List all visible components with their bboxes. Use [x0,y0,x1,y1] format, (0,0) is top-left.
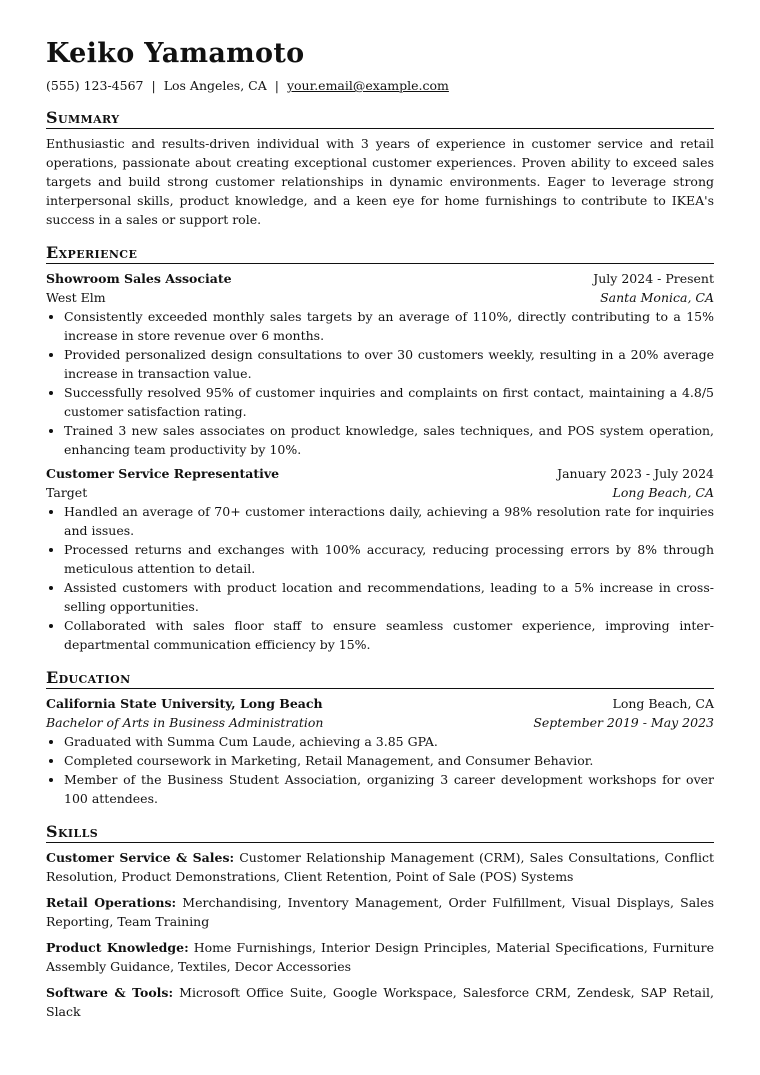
skills-section [46,822,714,1021]
section-title: Experience [46,243,714,264]
location: Los Angeles, CA [163,78,267,93]
bullet-item: • Assisted customers with product location and recommendations, leading to a 5% increase in cross-selling opportunities. [64,578,714,616]
contact-line [46,78,714,94]
job-role: Showroom Sales Associate [46,271,232,286]
job-entry [46,269,714,459]
bullet-item: • Provided personalized design consultations to over 30 customers weekly, resulting in a 20% average increase in transaction value. [64,345,714,383]
skill-label: Customer Service & Sales: [46,850,235,865]
education-section [46,668,714,808]
bullet-item: • Member of the Business Student Association, organizing 3 career development workshops for over 100 attendees. [64,770,714,808]
resume-page [46,38,714,1028]
skill-group [46,938,714,976]
section-title: Skills [46,822,714,843]
job-bullets [46,307,714,459]
school-name: California State University, Long Beach [46,696,323,711]
degree: Bachelor of Arts in Business Administration [46,715,324,730]
separator: | [151,78,156,93]
skill-items: Home Furnishings, Interior Design Principles, Material Specifications, Furniture Assembly Guidance, Textiles, Decor Accessories [46,940,715,974]
job-location: Santa Monica, CA [600,290,714,305]
job-bullets [46,502,714,654]
school-location: Long Beach, CA [612,696,714,711]
skill-label: Product Knowledge: [46,940,189,955]
job-location: Long Beach, CA [612,485,714,500]
email-link[interactable]: your.email@example.com [286,78,449,93]
skill-items: Microsoft Office Suite, Google Workspace, Salesforce CRM, Zendesk, SAP Retail, Slack [46,985,714,1019]
skill-group [46,848,714,886]
separator: | [274,78,279,93]
bullet-item: • Completed coursework in Marketing, Retail Management, and Consumer Behavior. [64,751,714,770]
job-entry [46,464,714,654]
bullet-item: • Graduated with Summa Cum Laude, achieving a 3.85 GPA. [64,732,714,751]
job-role: Customer Service Representative [46,466,280,481]
skill-group [46,893,714,931]
education-bullets [46,732,714,808]
summary-section [46,108,714,229]
skill-items: Customer Relationship Management (CRM), Sales Consultations, Conflict Resolution, Product Demonstrations, Client Retention, Point of Sale (POS) Systems [46,850,714,884]
phone: (555) 123-4567 [46,78,144,93]
job-company: Target [46,485,88,500]
skill-group [46,983,714,1021]
skill-label: Software & Tools: [46,985,174,1000]
summary-text: Enthusiastic and results-driven individual with 3 years of experience in customer service and retail operations, passionate about creating exceptional customer experiences. Proven ability to exceed sales targets and build strong customer relationships in dynamic environments. Eager to leverage strong interpersonal skills, product knowledge, and a keen eye for home furnishings to contribute to IKEA's success in a sales or support role. [46,136,714,227]
job-dates: January 2023 - July 2024 [557,466,714,481]
bullet-item: • Collaborated with sales floor staff to ensure seamless customer experience, improving inter-departmental communication efficiency by 15%. [64,616,714,654]
experience-section [46,243,714,654]
bullet-item: • Processed returns and exchanges with 100% accuracy, reducing processing errors by 8% through meticulous attention to detail. [64,540,714,578]
section-title: Education [46,668,714,689]
bullet-item: • Successfully resolved 95% of customer inquiries and complaints on first contact, maintaining a 4.8/5 customer satisfaction rating. [64,383,714,421]
skill-items: Merchandising, Inventory Management, Order Fulfillment, Visual Displays, Sales Reporting, Team Training [46,895,714,929]
candidate-name: Keiko Yamamoto [46,38,305,69]
section-title: Summary [46,108,714,129]
bullet-item: • Consistently exceeded monthly sales targets by an average of 110%, directly contributing to a 15% increase in store revenue over 6 months. [64,307,714,345]
education-dates: September 2019 - May 2023 [533,715,714,730]
skill-label: Retail Operations: [46,895,177,910]
bullet-item: • Trained 3 new sales associates on product knowledge, sales techniques, and POS system operation, enhancing team productivity by 10%. [64,421,714,459]
job-dates: July 2024 - Present [593,271,714,286]
job-company: West Elm [46,290,106,305]
bullet-item: • Handled an average of 70+ customer interactions daily, achieving a 98% resolution rate for inquiries and issues. [64,502,714,540]
